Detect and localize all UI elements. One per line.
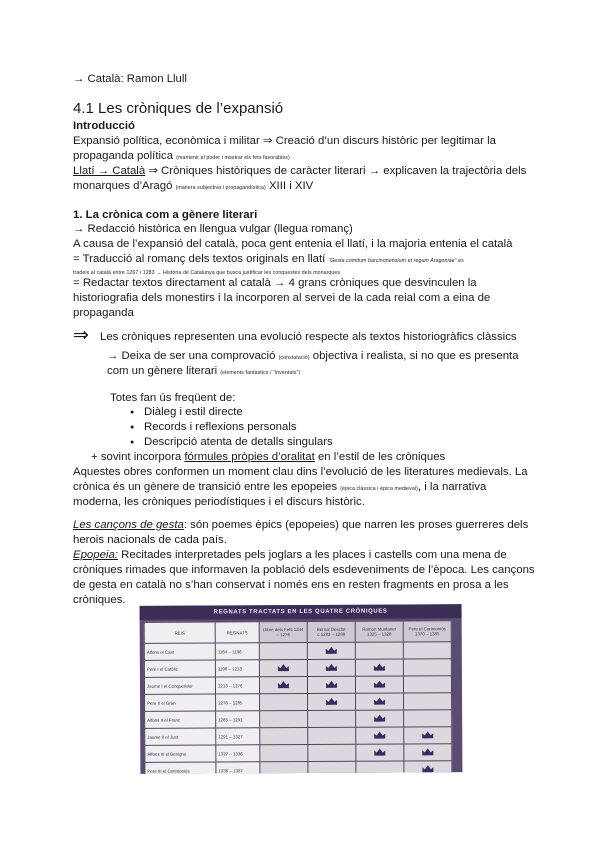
feature-list	[130, 405, 333, 450]
reign-years-cell: 1285 – 1291	[216, 711, 260, 728]
body-line: cròniques.	[73, 594, 126, 606]
crown-icon	[277, 680, 290, 689]
chronicle-mark-cell	[404, 693, 452, 710]
king-name-cell: Jaume I el Conqueridor	[144, 677, 215, 694]
reign-years-cell: 1336 – 1387	[216, 762, 260, 774]
king-name-cell: Alfons II el Franc	[145, 711, 216, 728]
chronicle-mark-cell	[307, 659, 355, 676]
chronicle-mark-cell	[307, 676, 355, 693]
chronicle-mark-cell	[403, 659, 451, 676]
body-line: propaganda	[73, 307, 134, 319]
reign-years-cell: 1213 – 1276	[215, 677, 259, 694]
chronicle-mark-cell	[404, 710, 452, 727]
body-line: → Redacció històrica en llengua vulgar (llegua romanç)	[73, 223, 353, 235]
table-row	[144, 676, 451, 695]
table-row	[145, 710, 452, 729]
list-item: ● Diàleg i estil directe	[130, 405, 333, 420]
chronicle-mark-cell	[355, 642, 403, 659]
body-line: moderna, les cròniques periodístiques i el discurs històric.	[73, 496, 365, 508]
chronicle-mark-cell	[308, 744, 356, 761]
chronicle-mark-cell	[404, 744, 452, 761]
chronicle-mark-cell	[356, 761, 404, 774]
section-title: 4.1 Les cròniques de l’expansió	[73, 100, 284, 117]
chronicle-mark-cell	[308, 693, 356, 710]
chronicle-mark-cell	[308, 761, 356, 774]
crown-icon	[421, 747, 434, 756]
body-line: → Deixa de ser una comprovació (constatació) objectiva i realista, si no que es presenta	[107, 350, 519, 362]
chronicle-mark-cell	[355, 676, 403, 693]
body-line: de gesta en català no s’han conservat i només ens en resten fragments en prosa a les	[73, 579, 509, 591]
chronicle-mark-cell	[356, 710, 404, 727]
reigns-table	[144, 620, 453, 774]
chronicle-mark-cell	[308, 727, 356, 744]
table-row	[145, 761, 452, 774]
chronicle-mark-cell	[356, 744, 404, 761]
col-header: Pere el Cerimoniós 1370 – 1385	[403, 621, 451, 642]
crown-icon	[277, 663, 290, 672]
body-line: Les cançons de gesta: són poemes èpics (epopeies) que narren les proses guerreres dels	[73, 519, 529, 531]
chronicle-mark-cell	[260, 744, 308, 761]
plus-line: + sovint incorpora fórmules pròpies d’oralitat en l’estil de les cròniques	[91, 451, 446, 463]
chronicles-table-photo	[140, 604, 463, 774]
reign-years-cell: 1164 – 1196	[215, 643, 259, 660]
crown-icon	[373, 714, 386, 723]
table-row	[144, 659, 451, 678]
col-header: REGNATS	[215, 622, 259, 643]
chronicle-mark-cell	[403, 642, 451, 659]
crown-icon	[373, 697, 386, 706]
chronicle-mark-cell	[403, 676, 451, 693]
table-header-row	[144, 621, 451, 644]
table-title: REGNATS TRACTATS EN LES QUATRE CRÒNIQUES	[140, 604, 462, 620]
col-header: Ramon Muntaner 1325 – 1328	[355, 621, 403, 642]
body-line: A causa de l’expansió del català, poca gent entenia el llatí, i la majoria entenia el català	[73, 238, 513, 250]
intro-heading: Introducció	[73, 120, 136, 132]
chronicle-mark-cell	[260, 727, 308, 744]
body-line: cròniques rimades que informaven la població dels esdeveniments de l’època. Les cançons	[73, 564, 535, 576]
subsection-heading: 1. La crònica com a gènere literari	[73, 209, 258, 221]
body-line: Les cròniques representen una evolució respecte als textos historiogràfics clàssics	[100, 331, 517, 343]
col-header: REIS	[144, 622, 215, 643]
crossref-line: → Català: Ramon Llull	[73, 73, 187, 85]
chronicle-mark-cell	[404, 761, 452, 774]
reign-years-cell: 1276 – 1285	[216, 694, 260, 711]
body-line: Aquestes obres conformen un moment clau dins l’evolució de les literatures medievals. La	[73, 466, 528, 478]
king-name-cell: Alfons el Cast	[144, 643, 215, 660]
body-line: Epopeia: Recitades interpretades pels joglars a les places i castells com una mena de	[73, 549, 507, 561]
body-line: = Traducció al romanç dels textos originals en llatí “Gesta comitum barcinonensium et regum Aragoniae” es	[73, 253, 464, 265]
chronicle-mark-cell	[356, 727, 404, 744]
king-name-cell: Jaume II el Just	[145, 728, 216, 745]
intro-line-2: propaganda política (mantenir el poder i mostrar els fets favorables)	[73, 150, 290, 162]
table-row	[145, 744, 452, 763]
crown-icon	[373, 680, 386, 689]
reign-years-cell: 1327 – 1336	[216, 745, 260, 762]
col-header: Llibre dels Fets 1244 – 1276	[259, 621, 307, 642]
chronicle-mark-cell	[260, 761, 308, 773]
crown-icon	[373, 748, 386, 757]
body-line: = Redactar textos directament al català → 4 grans cròniques que desvinculen la	[73, 277, 477, 289]
body-line: historiografia dels monestirs i la incorporen al servei de la cada reial com a eina de	[73, 292, 491, 304]
table-row	[144, 642, 451, 661]
chronicle-mark-cell	[259, 659, 307, 676]
chronicle-mark-cell	[404, 727, 452, 744]
body-line: com un gènere literari (elements fantàstics / “inventats”)	[107, 365, 301, 377]
king-name-cell: Alfons III el Benigne	[145, 745, 216, 762]
king-name-cell: Pere II el Gran	[145, 694, 216, 711]
body-line: crònica és un gènere de transició entre les epopeies (èpica clàssica i èpica medieval), i la narrativa	[73, 481, 487, 493]
crown-icon	[325, 663, 338, 672]
table-row	[145, 693, 452, 712]
col-header: Bernat Desclot c.1283 – 1288	[307, 621, 355, 642]
crown-icon	[325, 680, 338, 689]
chronicle-mark-cell	[307, 642, 355, 659]
list-intro: Totes fan ús freqüent de:	[110, 392, 236, 404]
crown-icon	[421, 730, 434, 739]
chronicle-mark-cell	[260, 710, 308, 727]
crown-icon	[325, 646, 338, 655]
crown-icon	[325, 697, 338, 706]
chronicle-mark-cell	[259, 676, 307, 693]
chronicle-mark-cell	[356, 693, 404, 710]
reign-years-cell: 1196 – 1213	[215, 660, 259, 677]
king-name-cell: Pere I el Catòlic	[144, 660, 215, 677]
intro-line-3: Llatí → Català ⇒ Cròniques històriques de caràcter literari → explicaven la trajectòria dels	[73, 165, 527, 177]
implies-arrow-icon: ⇒	[73, 325, 89, 346]
body-note-line: tradeix al català entre 1267 i 1283 → Història de Catalunya que busca justificar les conquestes dels monarques	[73, 270, 341, 276]
chronicle-mark-cell	[308, 710, 356, 727]
list-item: ● Records i reflexions personals	[130, 420, 333, 435]
chronicle-mark-cell	[355, 659, 403, 676]
intro-line-4: monarques d’Aragó (manera subjectiva i propagandística) XIII i XIV	[73, 180, 314, 192]
crown-icon	[373, 731, 386, 740]
intro-line-1: Expansió política, econòmica i militar ⇒ Creació d’un discurs històric per legitimar la	[73, 135, 496, 147]
reign-years-cell: 1291 – 1327	[216, 728, 260, 745]
crown-icon	[373, 663, 386, 672]
table-row	[145, 727, 452, 746]
body-line: herois nacionals de cada país.	[73, 534, 227, 546]
king-name-cell: Pere III el Cerimoniós	[145, 762, 216, 774]
chronicle-mark-cell	[260, 693, 308, 710]
chronicle-mark-cell	[259, 642, 307, 659]
crown-icon	[421, 764, 434, 773]
list-item: ● Descripció atenta de detalls singulars	[130, 435, 333, 450]
